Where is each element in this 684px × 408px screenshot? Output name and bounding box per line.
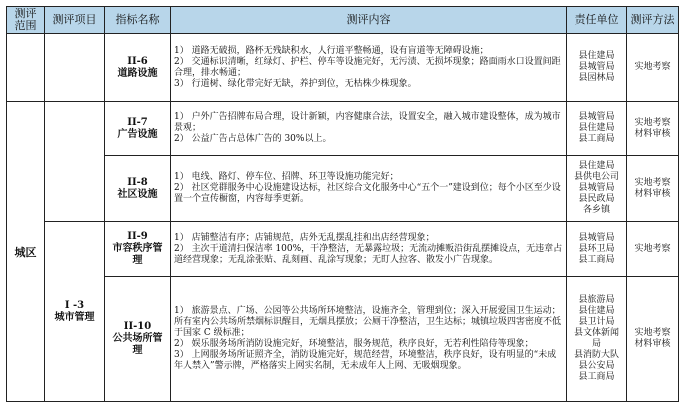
- unit-name: 县工商局: [578, 254, 615, 265]
- content-cell: [171, 222, 567, 277]
- table-row: [7, 277, 679, 402]
- indicator-name: 道路设施: [117, 67, 158, 79]
- method-name: 材料审核: [634, 128, 671, 139]
- indicator-code: II-8: [127, 176, 148, 188]
- content-item: 2） 娱乐服务场所消防设施完好，环境整洁，服务规范，秩序良好，无若利性陪侍等现象；: [174, 339, 534, 349]
- content-cell: [171, 156, 567, 222]
- method-name: 材料审核: [634, 188, 671, 199]
- content-cell: [171, 34, 567, 102]
- indicator-name: 社区设施: [117, 188, 158, 200]
- unit-name: 县文体新闻局: [573, 328, 619, 349]
- project-cell: [45, 222, 105, 402]
- unit-cell: [567, 102, 627, 156]
- indicator-name: 市容秩序管理: [112, 243, 163, 266]
- header-content: 测评内容: [171, 7, 567, 34]
- method-cell: [627, 277, 679, 402]
- unit-name: 县城管局: [578, 232, 615, 243]
- method-name: 实地考察: [634, 177, 671, 188]
- header-indicator: 指标名称: [105, 7, 171, 34]
- indicator-cell: [105, 34, 171, 102]
- content-item: 2） 公益广告占总体广告的 30%以上。: [174, 134, 332, 144]
- header-range-line1: 测评: [14, 7, 37, 20]
- indicator-cell: [105, 102, 171, 156]
- project-code: I -3: [64, 299, 85, 311]
- method-name: 实地考察: [634, 117, 671, 128]
- indicator-code: II-9: [127, 231, 148, 242]
- indicator-cell: [105, 277, 171, 402]
- unit-name: 县住建局: [578, 123, 615, 133]
- content-item: 1） 户外广告招牌布局合理，设计新颖，内容健康合法，设置安全，融入城市建设整体，成为城市景观；: [174, 112, 561, 133]
- method-name: 材料审核: [634, 339, 671, 349]
- method-cell: [627, 156, 679, 222]
- table-row: [7, 102, 679, 156]
- unit-name: 县住建局: [578, 161, 615, 171]
- header-range: [7, 7, 45, 34]
- header-project: 测评项目: [45, 7, 105, 34]
- indicator-code: II-7: [127, 116, 148, 128]
- unit-name: 县民政局: [578, 194, 615, 204]
- method-cell: [627, 34, 679, 102]
- indicator-code: II-10: [123, 321, 152, 332]
- unit-name: 县城管局: [578, 62, 615, 72]
- table-row: [7, 34, 679, 102]
- content-cell: [171, 102, 567, 156]
- content-item: 2） 主次干道清扫保洁率 100%，干净整洁，无暴露垃圾；无流动摊贩沿街乱摆摊设点，无违章占道经营现象；无乱涂张贴、乱刻画、乱涂写现象；无盯人拉客、散发小广告现象。: [174, 243, 563, 265]
- unit-name: 县城管局: [578, 183, 615, 193]
- unit-cell: [567, 156, 627, 222]
- unit-name: 县供电公司: [573, 172, 619, 182]
- header-method: 测评方法: [627, 7, 679, 34]
- unit-cell: [567, 277, 627, 402]
- unit-name: 县卫计局: [578, 317, 615, 327]
- project-cell-upper: [45, 102, 105, 222]
- indicator-code: II-6: [127, 55, 148, 67]
- range-cell-top: [7, 34, 45, 102]
- content-item: 1） 电线、路灯、停车位、招牌、环卫等设施功能完好；: [174, 172, 399, 182]
- unit-name: 县公安局: [578, 361, 615, 371]
- content-item: 3） 行道树、绿化带完好无缺，养护到位，无枯株少株现象。: [174, 78, 417, 89]
- evaluation-table: [6, 6, 679, 402]
- content-item: 3） 上网服务场所证照齐全，消防设施完好，规范经营，环境整洁，秩序良好，设有明显的“未成年人禁入”警示牌，严格落实上网实名制，无未成年人上网、无吸烟现象。: [174, 350, 557, 371]
- unit-name: 县工商局: [578, 372, 615, 382]
- header-row: [7, 7, 679, 34]
- content-item: 1） 店铺整洁有序；店铺规范，店外无乱摆乱挂和出店经营现象；: [174, 232, 435, 243]
- region-cell: 城区: [7, 102, 45, 402]
- method-cell: [627, 102, 679, 156]
- unit-name: 县住建局: [578, 51, 615, 61]
- unit-name: 县城管局: [578, 112, 615, 122]
- unit-name: 县住建局: [578, 306, 615, 316]
- content-item: 1） 旅游景点、广场、公园等公共场所环境整洁，设施齐全，管理到位；深入开展爱国卫生运动；所有室内公共场所禁烟标识醒目，无烟具摆放；公厕干净整洁，卫生达标；城镇垃圾四害密度不低于国家 C 级标准；: [174, 306, 562, 338]
- unit-name: 县环卫局: [578, 243, 615, 254]
- indicator-cell: [105, 156, 171, 222]
- content-cell: [171, 277, 567, 402]
- table-row: [7, 222, 679, 277]
- content-item: 1） 道路无破损，路杯无残缺积水，人行道平整畅通，设有盲道等无障碍设施；: [174, 45, 489, 56]
- unit-name: 县消防大队: [573, 350, 619, 360]
- content-item: 2） 交通标识清晰，红绿灯、护栏、停车等设施完好，无污渍、无损坏现象；路面雨水口设置间距合理，排水畅通；: [174, 56, 561, 78]
- method-name: 实地考察: [634, 62, 671, 72]
- project-cell-top: [45, 34, 105, 102]
- method-name: 实地考察: [634, 328, 671, 338]
- unit-name: 县工商局: [578, 134, 615, 144]
- method-name: 实地考察: [634, 243, 671, 254]
- method-cell: [627, 222, 679, 277]
- indicator-cell: [105, 222, 171, 277]
- unit-name: 县园林局: [578, 73, 615, 83]
- header-unit: 责任单位: [567, 7, 627, 34]
- unit-name: 各乡镇: [582, 205, 610, 215]
- unit-cell: [567, 222, 627, 277]
- unit-name: 县旅游局: [578, 295, 615, 305]
- header-range-line2: 范围: [14, 19, 37, 32]
- table-row: [7, 156, 679, 222]
- content-item: 2） 社区党群服务中心设施建设达标，社区综合文化服务中心“五个一”建设到位；每个小区至少设置一个宣传橱窗，内容每季更新。: [174, 183, 561, 204]
- project-name: 城市管理: [54, 311, 95, 323]
- indicator-name: 公共场所管理: [112, 333, 163, 356]
- indicator-name: 广告设施: [117, 128, 158, 140]
- unit-cell: [567, 34, 627, 102]
